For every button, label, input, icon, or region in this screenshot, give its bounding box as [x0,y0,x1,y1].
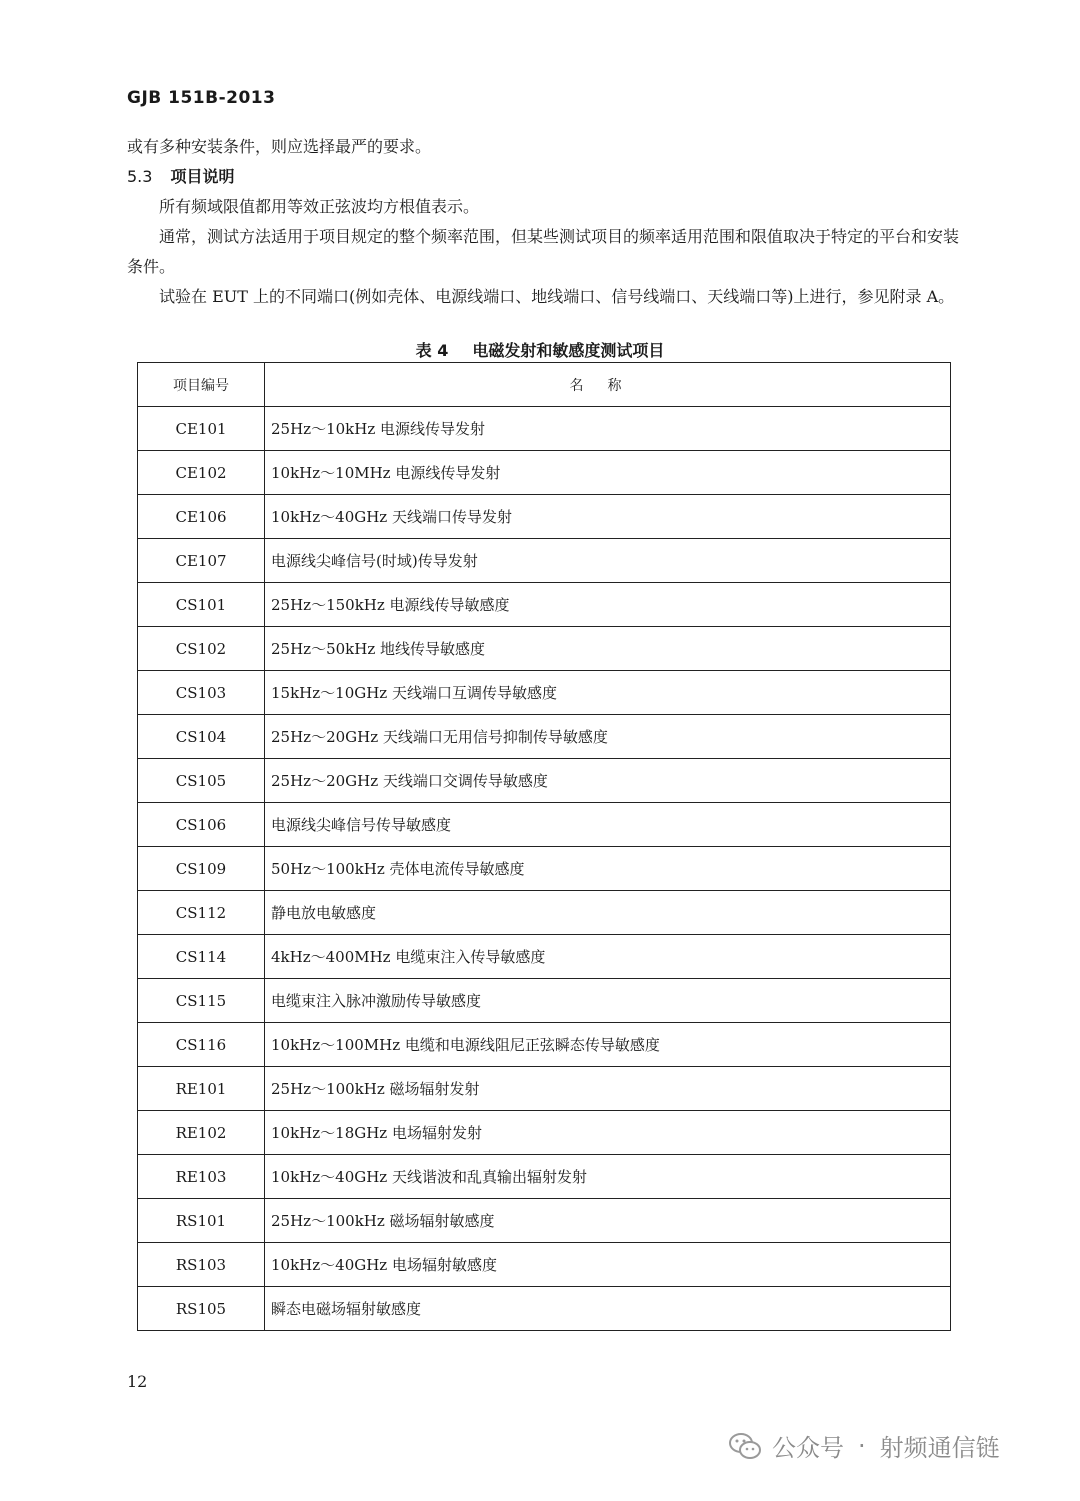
header-item-code: 项目编号 [138,363,265,407]
item-code: RS105 [138,1287,265,1331]
item-name: 10kHz～100MHz 电缆和电源线阻尼正弦瞬态传导敏感度 [265,1023,951,1067]
table-row [138,1155,951,1199]
item-code: CS109 [138,847,265,891]
paragraph-frequency-limits: 所有频域限值都用等效正弦波均方根值表示。 [159,197,480,216]
item-code: RS103 [138,1243,265,1287]
table-row [138,671,951,715]
section-number: 5.3 [127,167,153,186]
item-name: 电源线尖峰信号(时域)传导发射 [265,539,951,583]
item-name: 25Hz～20GHz 天线端口无用信号抑制传导敏感度 [265,715,951,759]
item-name: 瞬态电磁场辐射敏感度 [265,1287,951,1331]
item-name: 15kHz～10GHz 天线端口互调传导敏感度 [265,671,951,715]
table-row [138,935,951,979]
item-name: 25Hz～10kHz 电源线传导发射 [265,407,951,451]
item-code: CS104 [138,715,265,759]
table-row [138,891,951,935]
table-header-row [138,363,951,407]
paragraph-test-methods: 通常，测试方法适用于项目规定的整个频率范围，但某些测试项目的频率适用范围和限值取决于特定的平台和安装条件。 [127,227,960,276]
table-row [138,979,951,1023]
table-row [138,803,951,847]
item-code: CS105 [138,759,265,803]
table-row [138,495,951,539]
item-name: 25Hz～100kHz 磁场辐射发射 [265,1067,951,1111]
wechat-icon [728,1431,762,1461]
item-code: RE103 [138,1155,265,1199]
header-item-name: 名称 [265,363,951,407]
table-title: 电磁发射和敏感度测试项目 [472,341,665,360]
table-row [138,583,951,627]
item-code: RE102 [138,1111,265,1155]
table-row [138,847,951,891]
test-items-table [137,362,951,1331]
table-row [138,451,951,495]
item-name: 4kHz～400MHz 电缆束注入传导敏感度 [265,935,951,979]
table-row [138,1067,951,1111]
item-code: CS101 [138,583,265,627]
table-caption [0,338,1080,361]
table-row [138,759,951,803]
item-name: 10kHz～40GHz 电场辐射敏感度 [265,1243,951,1287]
item-name: 25Hz～20GHz 天线端口交调传导敏感度 [265,759,951,803]
item-code: CE101 [138,407,265,451]
paragraph-continuation: 或有多种安装条件，则应选择最严的要求。 [127,137,432,156]
table-row [138,407,951,451]
watermark [728,1428,1000,1463]
table-row [138,539,951,583]
item-name: 电缆束注入脉冲激励传导敏感度 [265,979,951,1023]
table-row [138,1023,951,1067]
item-name: 10kHz～10MHz 电源线传导发射 [265,451,951,495]
item-name: 电源线尖峰信号传导敏感度 [265,803,951,847]
item-code: CS116 [138,1023,265,1067]
table-row [138,1287,951,1331]
item-name: 静电放电敏感度 [265,891,951,935]
document-code: GJB 151B-2013 [127,88,276,108]
item-name: 50Hz～100kHz 壳体电流传导敏感度 [265,847,951,891]
section-heading [127,164,234,187]
item-name: 10kHz～40GHz 天线谐波和乱真输出辐射发射 [265,1155,951,1199]
table-row [138,1199,951,1243]
table-row [138,627,951,671]
item-code: CS115 [138,979,265,1023]
watermark-account: 射频通信链 [879,1434,1000,1462]
watermark-separator: · [858,1431,866,1460]
item-name: 25Hz～150kHz 电源线传导敏感度 [265,583,951,627]
item-code: CS106 [138,803,265,847]
item-code: CE102 [138,451,265,495]
item-code: RS101 [138,1199,265,1243]
item-code: CS114 [138,935,265,979]
paragraph-test-ports: 试验在 EUT 上的不同端口(例如壳体、电源线端口、地线端口、信号线端口、天线端口等)上进行，参见附录 A。 [159,287,955,306]
table-row [138,715,951,759]
watermark-label: 公众号 [772,1434,844,1462]
item-code: RE101 [138,1067,265,1111]
item-code: CE107 [138,539,265,583]
item-name: 10kHz～18GHz 电场辐射发射 [265,1111,951,1155]
section-title: 项目说明 [170,167,235,186]
table-row [138,1111,951,1155]
item-code: CS112 [138,891,265,935]
item-code: CE106 [138,495,265,539]
item-code: CS102 [138,627,265,671]
item-code: CS103 [138,671,265,715]
table-row [138,1243,951,1287]
item-name: 25Hz～100kHz 磁场辐射敏感度 [265,1199,951,1243]
table-number: 表 4 [415,341,449,360]
page-number: 12 [127,1372,148,1391]
item-name: 10kHz～40GHz 天线端口传导发射 [265,495,951,539]
item-name: 25Hz～50kHz 地线传导敏感度 [265,627,951,671]
